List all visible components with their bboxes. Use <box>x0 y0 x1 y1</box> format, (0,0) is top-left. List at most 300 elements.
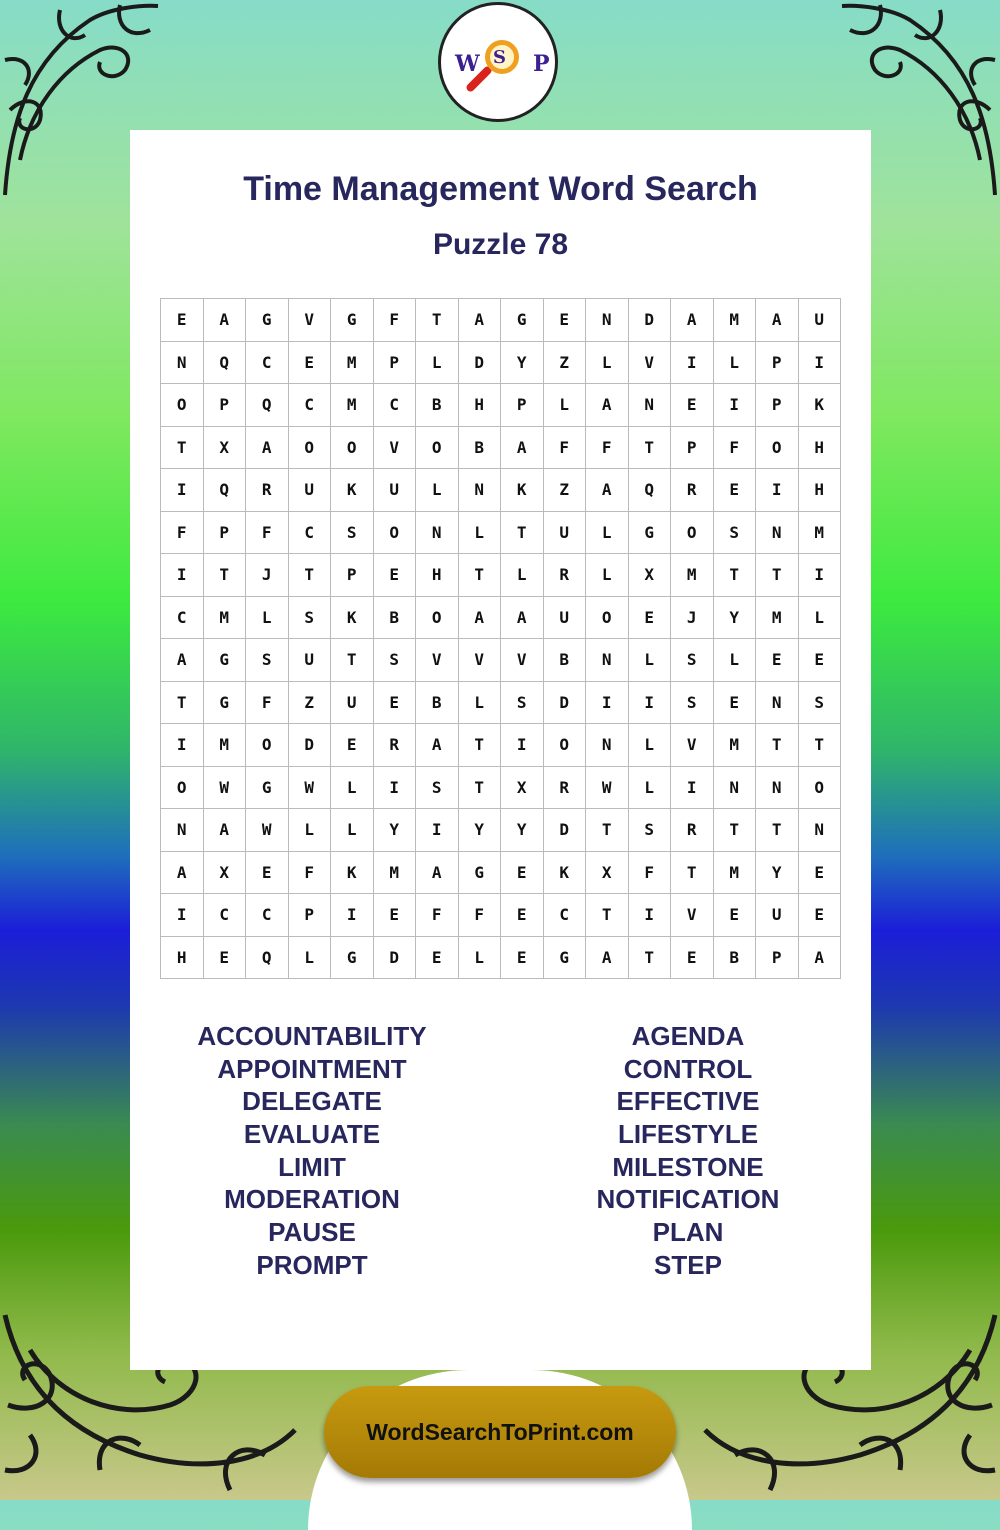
grid-cell[interactable]: A <box>501 426 544 469</box>
grid-cell[interactable]: M <box>798 511 841 554</box>
grid-cell[interactable]: V <box>501 639 544 682</box>
grid-cell[interactable]: K <box>798 384 841 427</box>
grid-cell[interactable]: E <box>203 936 246 979</box>
grid-cell[interactable]: V <box>373 426 416 469</box>
grid-cell[interactable]: O <box>798 766 841 809</box>
grid-row <box>161 469 841 512</box>
puzzle-card <box>130 130 871 1370</box>
word-list-item: NOTIFICATION <box>596 1184 780 1215</box>
grid-cell[interactable]: X <box>501 766 544 809</box>
grid-cell[interactable]: V <box>416 639 459 682</box>
grid-cell[interactable]: Q <box>246 936 289 979</box>
grid-row <box>161 426 841 469</box>
grid-cell[interactable]: L <box>713 341 756 384</box>
grid-cell[interactable]: P <box>756 341 799 384</box>
grid-cell[interactable]: A <box>586 384 629 427</box>
grid-cell[interactable]: N <box>586 299 629 342</box>
grid-cell[interactable]: T <box>501 511 544 554</box>
grid-cell[interactable]: O <box>161 766 204 809</box>
grid-cell[interactable]: Q <box>203 341 246 384</box>
grid-cell[interactable]: U <box>331 681 374 724</box>
website-link-label: WordSearchToPrint.com <box>366 1418 634 1445</box>
grid-cell[interactable]: E <box>713 894 756 937</box>
grid-cell[interactable]: A <box>161 639 204 682</box>
grid-cell[interactable]: T <box>458 724 501 767</box>
word-list-item: AGENDA <box>631 1021 745 1051</box>
word-list-right <box>508 1020 868 1282</box>
grid-cell[interactable]: N <box>756 766 799 809</box>
grid-cell[interactable]: C <box>246 341 289 384</box>
grid-cell[interactable]: F <box>586 426 629 469</box>
grid-cell[interactable]: K <box>331 469 374 512</box>
grid-cell[interactable]: I <box>586 681 629 724</box>
grid-cell[interactable]: O <box>161 384 204 427</box>
grid-cell[interactable]: L <box>713 639 756 682</box>
word-list-item: ACCOUNTABILITY <box>197 1021 427 1051</box>
grid-cell[interactable]: P <box>288 894 331 937</box>
grid-cell[interactable]: U <box>543 596 586 639</box>
grid-cell[interactable]: O <box>416 596 459 639</box>
word-list-item: LIMIT <box>278 1151 346 1182</box>
grid-cell[interactable]: M <box>671 554 714 597</box>
grid-cell[interactable]: F <box>288 851 331 894</box>
grid-cell[interactable]: E <box>501 851 544 894</box>
grid-cell[interactable]: I <box>373 766 416 809</box>
grid-cell[interactable]: H <box>416 554 459 597</box>
grid-cell[interactable]: V <box>671 724 714 767</box>
puzzle-number: Puzzle 78 <box>432 228 569 261</box>
grid-cell[interactable]: L <box>458 511 501 554</box>
grid-row <box>161 724 841 767</box>
grid-cell[interactable]: T <box>331 639 374 682</box>
grid-cell[interactable]: G <box>203 681 246 724</box>
grid-cell[interactable]: J <box>246 554 289 597</box>
grid-cell[interactable]: N <box>798 809 841 852</box>
grid-cell[interactable]: C <box>288 384 331 427</box>
grid-cell[interactable]: J <box>671 596 714 639</box>
grid-cell[interactable]: G <box>246 766 289 809</box>
grid-cell[interactable]: G <box>543 936 586 979</box>
grid-cell[interactable]: V <box>628 341 671 384</box>
grid-cell[interactable]: R <box>246 469 289 512</box>
grid-cell[interactable]: I <box>798 554 841 597</box>
grid-row <box>161 384 841 427</box>
grid-cell[interactable]: U <box>288 639 331 682</box>
grid-cell[interactable]: E <box>713 681 756 724</box>
grid-cell[interactable]: N <box>458 469 501 512</box>
grid-cell[interactable]: W <box>288 766 331 809</box>
grid-cell[interactable]: Y <box>458 809 501 852</box>
grid-cell[interactable]: O <box>586 596 629 639</box>
grid-cell[interactable]: D <box>628 299 671 342</box>
grid-cell[interactable]: N <box>756 511 799 554</box>
grid-row <box>161 639 841 682</box>
grid-cell[interactable]: F <box>373 299 416 342</box>
grid-cell[interactable]: O <box>288 426 331 469</box>
grid-cell[interactable]: A <box>501 596 544 639</box>
grid-cell[interactable]: V <box>671 894 714 937</box>
grid-cell[interactable]: I <box>628 894 671 937</box>
grid-cell[interactable]: T <box>288 554 331 597</box>
grid-cell[interactable]: A <box>203 299 246 342</box>
grid-cell[interactable]: M <box>331 341 374 384</box>
grid-cell[interactable]: L <box>246 596 289 639</box>
grid-cell[interactable]: D <box>543 681 586 724</box>
grid-cell[interactable]: L <box>586 554 629 597</box>
grid-cell[interactable]: G <box>628 511 671 554</box>
grid-cell[interactable]: S <box>798 681 841 724</box>
grid-cell[interactable]: A <box>798 936 841 979</box>
grid-cell[interactable]: Y <box>713 596 756 639</box>
grid-cell[interactable]: E <box>288 341 331 384</box>
puzzle-title: Time Management Word Search <box>243 170 758 208</box>
word-list-item: CONTROL <box>623 1053 753 1084</box>
grid-cell[interactable]: I <box>416 809 459 852</box>
grid-cell[interactable]: E <box>501 894 544 937</box>
grid-cell[interactable]: L <box>288 936 331 979</box>
grid-cell[interactable]: N <box>416 511 459 554</box>
grid-cell[interactable]: O <box>373 511 416 554</box>
grid-cell[interactable]: T <box>756 809 799 852</box>
grid-cell[interactable]: M <box>713 299 756 342</box>
grid-cell[interactable]: S <box>628 809 671 852</box>
grid-cell[interactable]: P <box>501 384 544 427</box>
grid-cell[interactable]: E <box>671 384 714 427</box>
grid-cell[interactable]: T <box>416 299 459 342</box>
grid-cell[interactable]: U <box>288 469 331 512</box>
grid-cell[interactable]: E <box>373 681 416 724</box>
grid-cell[interactable]: L <box>586 511 629 554</box>
grid-cell[interactable]: I <box>501 724 544 767</box>
grid-cell[interactable]: D <box>373 936 416 979</box>
grid-cell[interactable]: G <box>458 851 501 894</box>
grid-cell[interactable]: T <box>713 809 756 852</box>
grid-cell[interactable]: M <box>713 851 756 894</box>
grid-cell[interactable]: E <box>373 894 416 937</box>
grid-cell[interactable]: U <box>543 511 586 554</box>
grid-cell[interactable]: N <box>586 639 629 682</box>
grid-cell[interactable]: A <box>416 724 459 767</box>
grid-cell[interactable]: O <box>331 426 374 469</box>
grid-cell[interactable]: N <box>586 724 629 767</box>
grid-cell[interactable]: U <box>756 894 799 937</box>
grid-cell[interactable]: X <box>586 851 629 894</box>
grid-cell[interactable]: S <box>288 596 331 639</box>
grid-cell[interactable]: R <box>543 766 586 809</box>
grid-cell[interactable]: Y <box>373 809 416 852</box>
grid-cell[interactable]: T <box>628 936 671 979</box>
word-list-item: APPOINTMENT <box>217 1053 407 1084</box>
grid-cell[interactable]: H <box>161 936 204 979</box>
grid-cell[interactable]: K <box>331 596 374 639</box>
grid-cell[interactable]: I <box>671 341 714 384</box>
logo-letter-s: S <box>493 47 506 68</box>
grid-cell[interactable]: I <box>713 384 756 427</box>
grid-cell[interactable]: L <box>416 341 459 384</box>
grid-row <box>161 596 841 639</box>
grid-cell[interactable]: G <box>501 299 544 342</box>
grid-cell[interactable]: T <box>458 766 501 809</box>
grid-cell[interactable]: R <box>373 724 416 767</box>
grid-cell[interactable]: L <box>501 554 544 597</box>
grid-cell[interactable]: K <box>331 851 374 894</box>
grid-cell[interactable]: C <box>543 894 586 937</box>
grid-cell[interactable]: I <box>798 341 841 384</box>
grid-cell[interactable]: I <box>628 681 671 724</box>
grid-cell[interactable]: X <box>203 426 246 469</box>
grid-cell[interactable]: D <box>543 809 586 852</box>
grid-cell[interactable]: G <box>331 299 374 342</box>
grid-cell[interactable]: M <box>203 596 246 639</box>
grid-cell[interactable]: T <box>161 681 204 724</box>
grid-cell[interactable]: L <box>628 724 671 767</box>
grid-cell[interactable]: P <box>373 341 416 384</box>
grid-cell[interactable]: I <box>671 766 714 809</box>
grid-cell[interactable]: E <box>416 936 459 979</box>
grid-cell[interactable]: K <box>501 469 544 512</box>
grid-row <box>161 809 841 852</box>
grid-cell[interactable]: A <box>161 851 204 894</box>
grid-cell[interactable]: Z <box>288 681 331 724</box>
grid-cell[interactable]: O <box>543 724 586 767</box>
grid-cell[interactable]: V <box>288 299 331 342</box>
grid-cell[interactable]: L <box>543 384 586 427</box>
logo-letter-w: W <box>455 51 480 77</box>
grid-cell[interactable]: T <box>458 554 501 597</box>
grid-cell[interactable]: R <box>671 469 714 512</box>
grid-cell[interactable]: F <box>246 681 289 724</box>
grid-cell[interactable]: Q <box>246 384 289 427</box>
grid-row <box>161 681 841 724</box>
grid-cell[interactable]: E <box>671 936 714 979</box>
grid-cell[interactable]: F <box>161 511 204 554</box>
grid-cell[interactable]: T <box>798 724 841 767</box>
grid-cell[interactable]: F <box>543 426 586 469</box>
grid-cell[interactable]: S <box>416 766 459 809</box>
grid-cell[interactable]: I <box>161 894 204 937</box>
grid-cell[interactable]: A <box>671 299 714 342</box>
grid-cell[interactable]: M <box>203 724 246 767</box>
grid-cell[interactable]: L <box>798 596 841 639</box>
word-list-item: MILESTONE <box>612 1151 764 1182</box>
grid-cell[interactable]: U <box>373 469 416 512</box>
grid-cell[interactable]: H <box>798 469 841 512</box>
grid-cell[interactable]: T <box>756 554 799 597</box>
grid-cell[interactable]: L <box>288 809 331 852</box>
grid-cell[interactable]: B <box>373 596 416 639</box>
word-list-item: DELEGATE <box>242 1086 382 1117</box>
grid-cell[interactable]: B <box>416 384 459 427</box>
grid-row <box>161 766 841 809</box>
grid-cell[interactable]: E <box>161 299 204 342</box>
grid-row <box>161 554 841 597</box>
grid-cell[interactable]: P <box>671 426 714 469</box>
grid-cell[interactable]: P <box>756 384 799 427</box>
grid-cell[interactable]: A <box>203 809 246 852</box>
grid-cell[interactable]: A <box>458 299 501 342</box>
grid-row <box>161 299 841 342</box>
grid-cell[interactable]: H <box>798 426 841 469</box>
grid-cell[interactable]: H <box>458 384 501 427</box>
grid-cell[interactable]: A <box>416 851 459 894</box>
grid-cell[interactable]: Y <box>501 341 544 384</box>
grid-cell[interactable]: N <box>628 384 671 427</box>
word-list-item: PAUSE <box>268 1217 356 1248</box>
grid-cell[interactable]: V <box>458 639 501 682</box>
grid-cell[interactable]: T <box>713 554 756 597</box>
grid-cell[interactable]: G <box>331 936 374 979</box>
grid-cell[interactable]: E <box>628 596 671 639</box>
grid-cell[interactable]: P <box>203 511 246 554</box>
grid-cell[interactable]: E <box>331 724 374 767</box>
grid-cell[interactable]: E <box>373 554 416 597</box>
grid-cell[interactable]: X <box>628 554 671 597</box>
grid-cell[interactable]: S <box>246 639 289 682</box>
grid-cell[interactable]: F <box>458 894 501 937</box>
grid-row <box>161 511 841 554</box>
grid-cell[interactable]: I <box>161 554 204 597</box>
grid-cell[interactable]: C <box>288 511 331 554</box>
grid-cell[interactable]: I <box>161 724 204 767</box>
grid-cell[interactable]: L <box>416 469 459 512</box>
grid-cell[interactable]: I <box>331 894 374 937</box>
grid-cell[interactable]: M <box>373 851 416 894</box>
grid-cell[interactable]: T <box>586 809 629 852</box>
grid-cell[interactable]: E <box>756 639 799 682</box>
grid-cell[interactable]: I <box>756 469 799 512</box>
grid-cell[interactable]: C <box>373 384 416 427</box>
grid-cell[interactable]: M <box>331 384 374 427</box>
grid-cell[interactable]: D <box>288 724 331 767</box>
grid-cell[interactable]: L <box>331 766 374 809</box>
word-list-item: PLAN <box>652 1217 724 1248</box>
grid-cell[interactable]: S <box>713 511 756 554</box>
grid-cell[interactable]: S <box>501 681 544 724</box>
grid-cell[interactable]: O <box>756 426 799 469</box>
grid-cell[interactable]: F <box>713 426 756 469</box>
grid-cell[interactable]: Y <box>756 851 799 894</box>
grid-cell[interactable]: X <box>203 851 246 894</box>
letter-grid <box>160 298 841 979</box>
grid-cell[interactable]: B <box>458 426 501 469</box>
grid-cell[interactable]: A <box>586 469 629 512</box>
grid-cell[interactable]: Z <box>543 469 586 512</box>
grid-cell[interactable]: U <box>798 299 841 342</box>
grid-cell[interactable]: L <box>628 639 671 682</box>
word-list-item: EFFECTIVE <box>616 1086 760 1117</box>
grid-cell[interactable]: T <box>628 426 671 469</box>
word-list-item: MODERATION <box>224 1184 400 1215</box>
grid-cell[interactable]: A <box>756 299 799 342</box>
grid-cell[interactable]: L <box>628 766 671 809</box>
grid-cell[interactable]: E <box>798 639 841 682</box>
grid-cell[interactable]: M <box>756 596 799 639</box>
grid-cell[interactable]: E <box>246 851 289 894</box>
grid-cell[interactable]: W <box>586 766 629 809</box>
grid-row <box>161 936 841 979</box>
grid-cell[interactable]: M <box>713 724 756 767</box>
grid-row <box>161 851 841 894</box>
grid-cell[interactable]: T <box>203 554 246 597</box>
grid-cell[interactable]: O <box>246 724 289 767</box>
word-list-left <box>132 1020 492 1282</box>
grid-cell[interactable]: K <box>543 851 586 894</box>
grid-cell[interactable]: A <box>458 596 501 639</box>
grid-cell[interactable]: N <box>713 766 756 809</box>
grid-cell[interactable]: Q <box>628 469 671 512</box>
grid-cell[interactable]: L <box>331 809 374 852</box>
grid-cell[interactable]: F <box>246 511 289 554</box>
grid-cell[interactable]: O <box>416 426 459 469</box>
grid-cell[interactable]: L <box>458 681 501 724</box>
word-list-item: LIFESTYLE <box>617 1119 759 1150</box>
grid-cell[interactable]: B <box>543 639 586 682</box>
grid-cell[interactable]: T <box>756 724 799 767</box>
grid-cell[interactable]: S <box>373 639 416 682</box>
grid-cell[interactable]: Q <box>203 469 246 512</box>
grid-cell[interactable]: I <box>161 469 204 512</box>
grid-cell[interactable]: G <box>203 639 246 682</box>
grid-cell[interactable]: E <box>798 851 841 894</box>
grid-cell[interactable]: G <box>246 299 289 342</box>
grid-cell[interactable]: W <box>203 766 246 809</box>
word-list-item: EVALUATE <box>243 1119 381 1150</box>
grid-cell[interactable]: W <box>246 809 289 852</box>
grid-cell[interactable]: E <box>543 299 586 342</box>
grid-cell[interactable]: S <box>671 681 714 724</box>
grid-cell[interactable]: T <box>161 426 204 469</box>
grid-cell[interactable]: L <box>458 936 501 979</box>
grid-cell[interactable]: T <box>671 851 714 894</box>
grid-cell[interactable]: N <box>161 809 204 852</box>
grid-cell[interactable]: C <box>203 894 246 937</box>
grid-cell[interactable]: E <box>501 936 544 979</box>
grid-cell[interactable]: E <box>798 894 841 937</box>
grid-cell[interactable]: Z <box>543 341 586 384</box>
grid-cell[interactable]: Y <box>501 809 544 852</box>
grid-cell[interactable]: R <box>543 554 586 597</box>
grid-cell[interactable]: B <box>416 681 459 724</box>
grid-cell[interactable]: P <box>331 554 374 597</box>
grid-cell[interactable]: B <box>713 936 756 979</box>
word-list-item: PROMPT <box>256 1249 368 1280</box>
logo-letter-p: P <box>533 51 550 77</box>
grid-cell[interactable]: P <box>203 384 246 427</box>
grid-cell[interactable]: S <box>331 511 374 554</box>
grid-cell[interactable]: S <box>671 639 714 682</box>
grid-cell[interactable]: D <box>458 341 501 384</box>
grid-row <box>161 894 841 937</box>
grid-cell[interactable]: P <box>756 936 799 979</box>
website-link-button[interactable] <box>324 1386 676 1478</box>
grid-cell[interactable]: N <box>756 681 799 724</box>
word-list-item: STEP <box>654 1249 722 1280</box>
grid-cell[interactable]: F <box>416 894 459 937</box>
grid-cell[interactable]: N <box>161 341 204 384</box>
grid-cell[interactable]: C <box>161 596 204 639</box>
grid-cell[interactable]: R <box>671 809 714 852</box>
grid-row <box>161 341 841 384</box>
grid-cell[interactable]: A <box>246 426 289 469</box>
site-logo[interactable] <box>438 2 558 122</box>
grid-cell[interactable]: T <box>586 894 629 937</box>
grid-cell[interactable]: E <box>713 469 756 512</box>
grid-cell[interactable]: C <box>246 894 289 937</box>
grid-cell[interactable]: A <box>586 936 629 979</box>
grid-cell[interactable]: O <box>671 511 714 554</box>
grid-cell[interactable]: L <box>586 341 629 384</box>
grid-cell[interactable]: F <box>628 851 671 894</box>
